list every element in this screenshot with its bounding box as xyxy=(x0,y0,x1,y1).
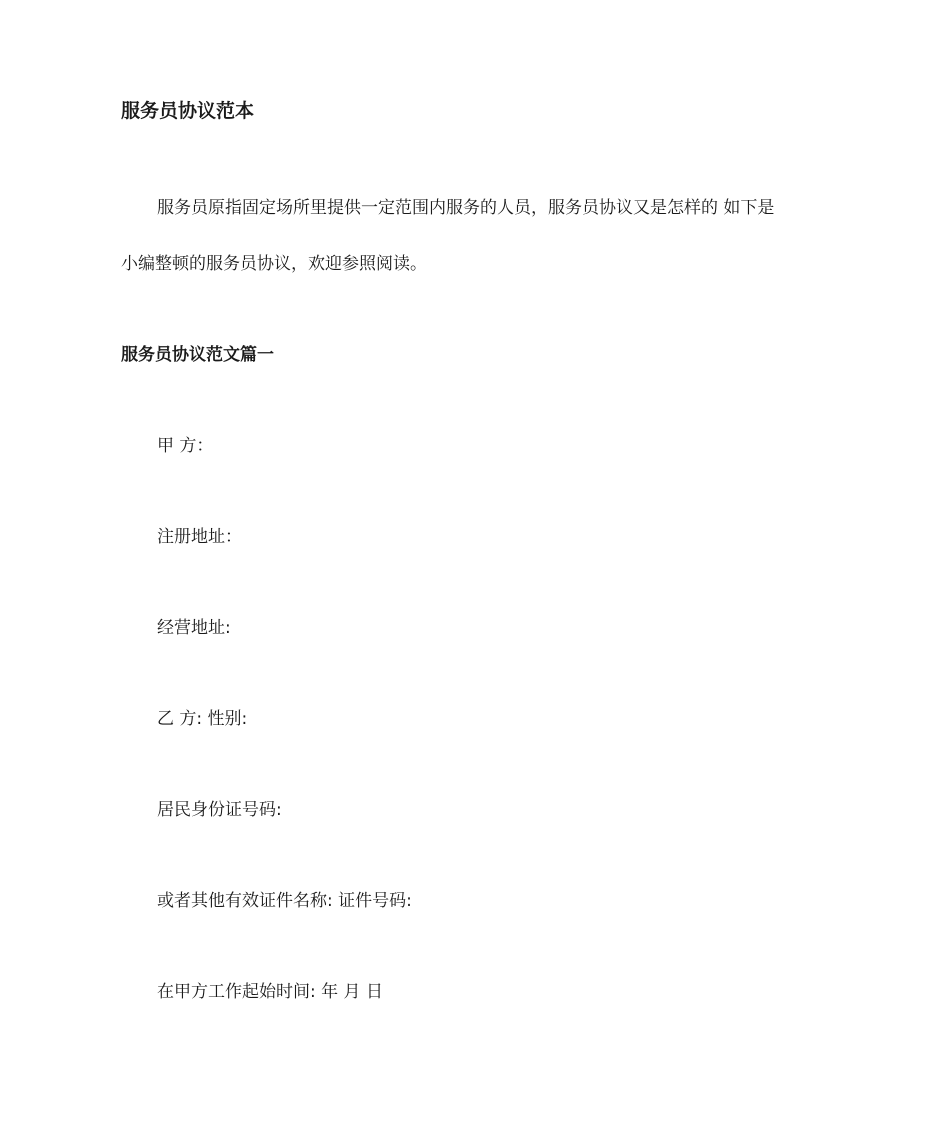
document-title: 服务员协议范本 xyxy=(121,100,255,122)
field-business-address: 经营地址: xyxy=(157,618,231,638)
intro-paragraph-line-2: 小编整顿的服务员协议，欢迎参照阅读。 xyxy=(121,254,427,274)
field-registered-address: 注册地址： xyxy=(157,527,242,547)
intro-paragraph-line-1: 服务员原指固定场所里提供一定范围内服务的人员，服务员协议又是怎样的 如下是 xyxy=(157,198,775,218)
field-id-number: 居民身份证号码: xyxy=(157,800,282,820)
field-party-b-gender: 乙 方: 性别: xyxy=(157,709,248,729)
section-heading: 服务员协议范文篇一 xyxy=(121,345,274,365)
field-party-a: 甲 方： xyxy=(157,436,214,456)
field-start-date: 在甲方工作起始时间: 年 月 日 xyxy=(157,982,383,1002)
field-other-certificate: 或者其他有效证件名称: 证件号码: xyxy=(157,891,412,911)
